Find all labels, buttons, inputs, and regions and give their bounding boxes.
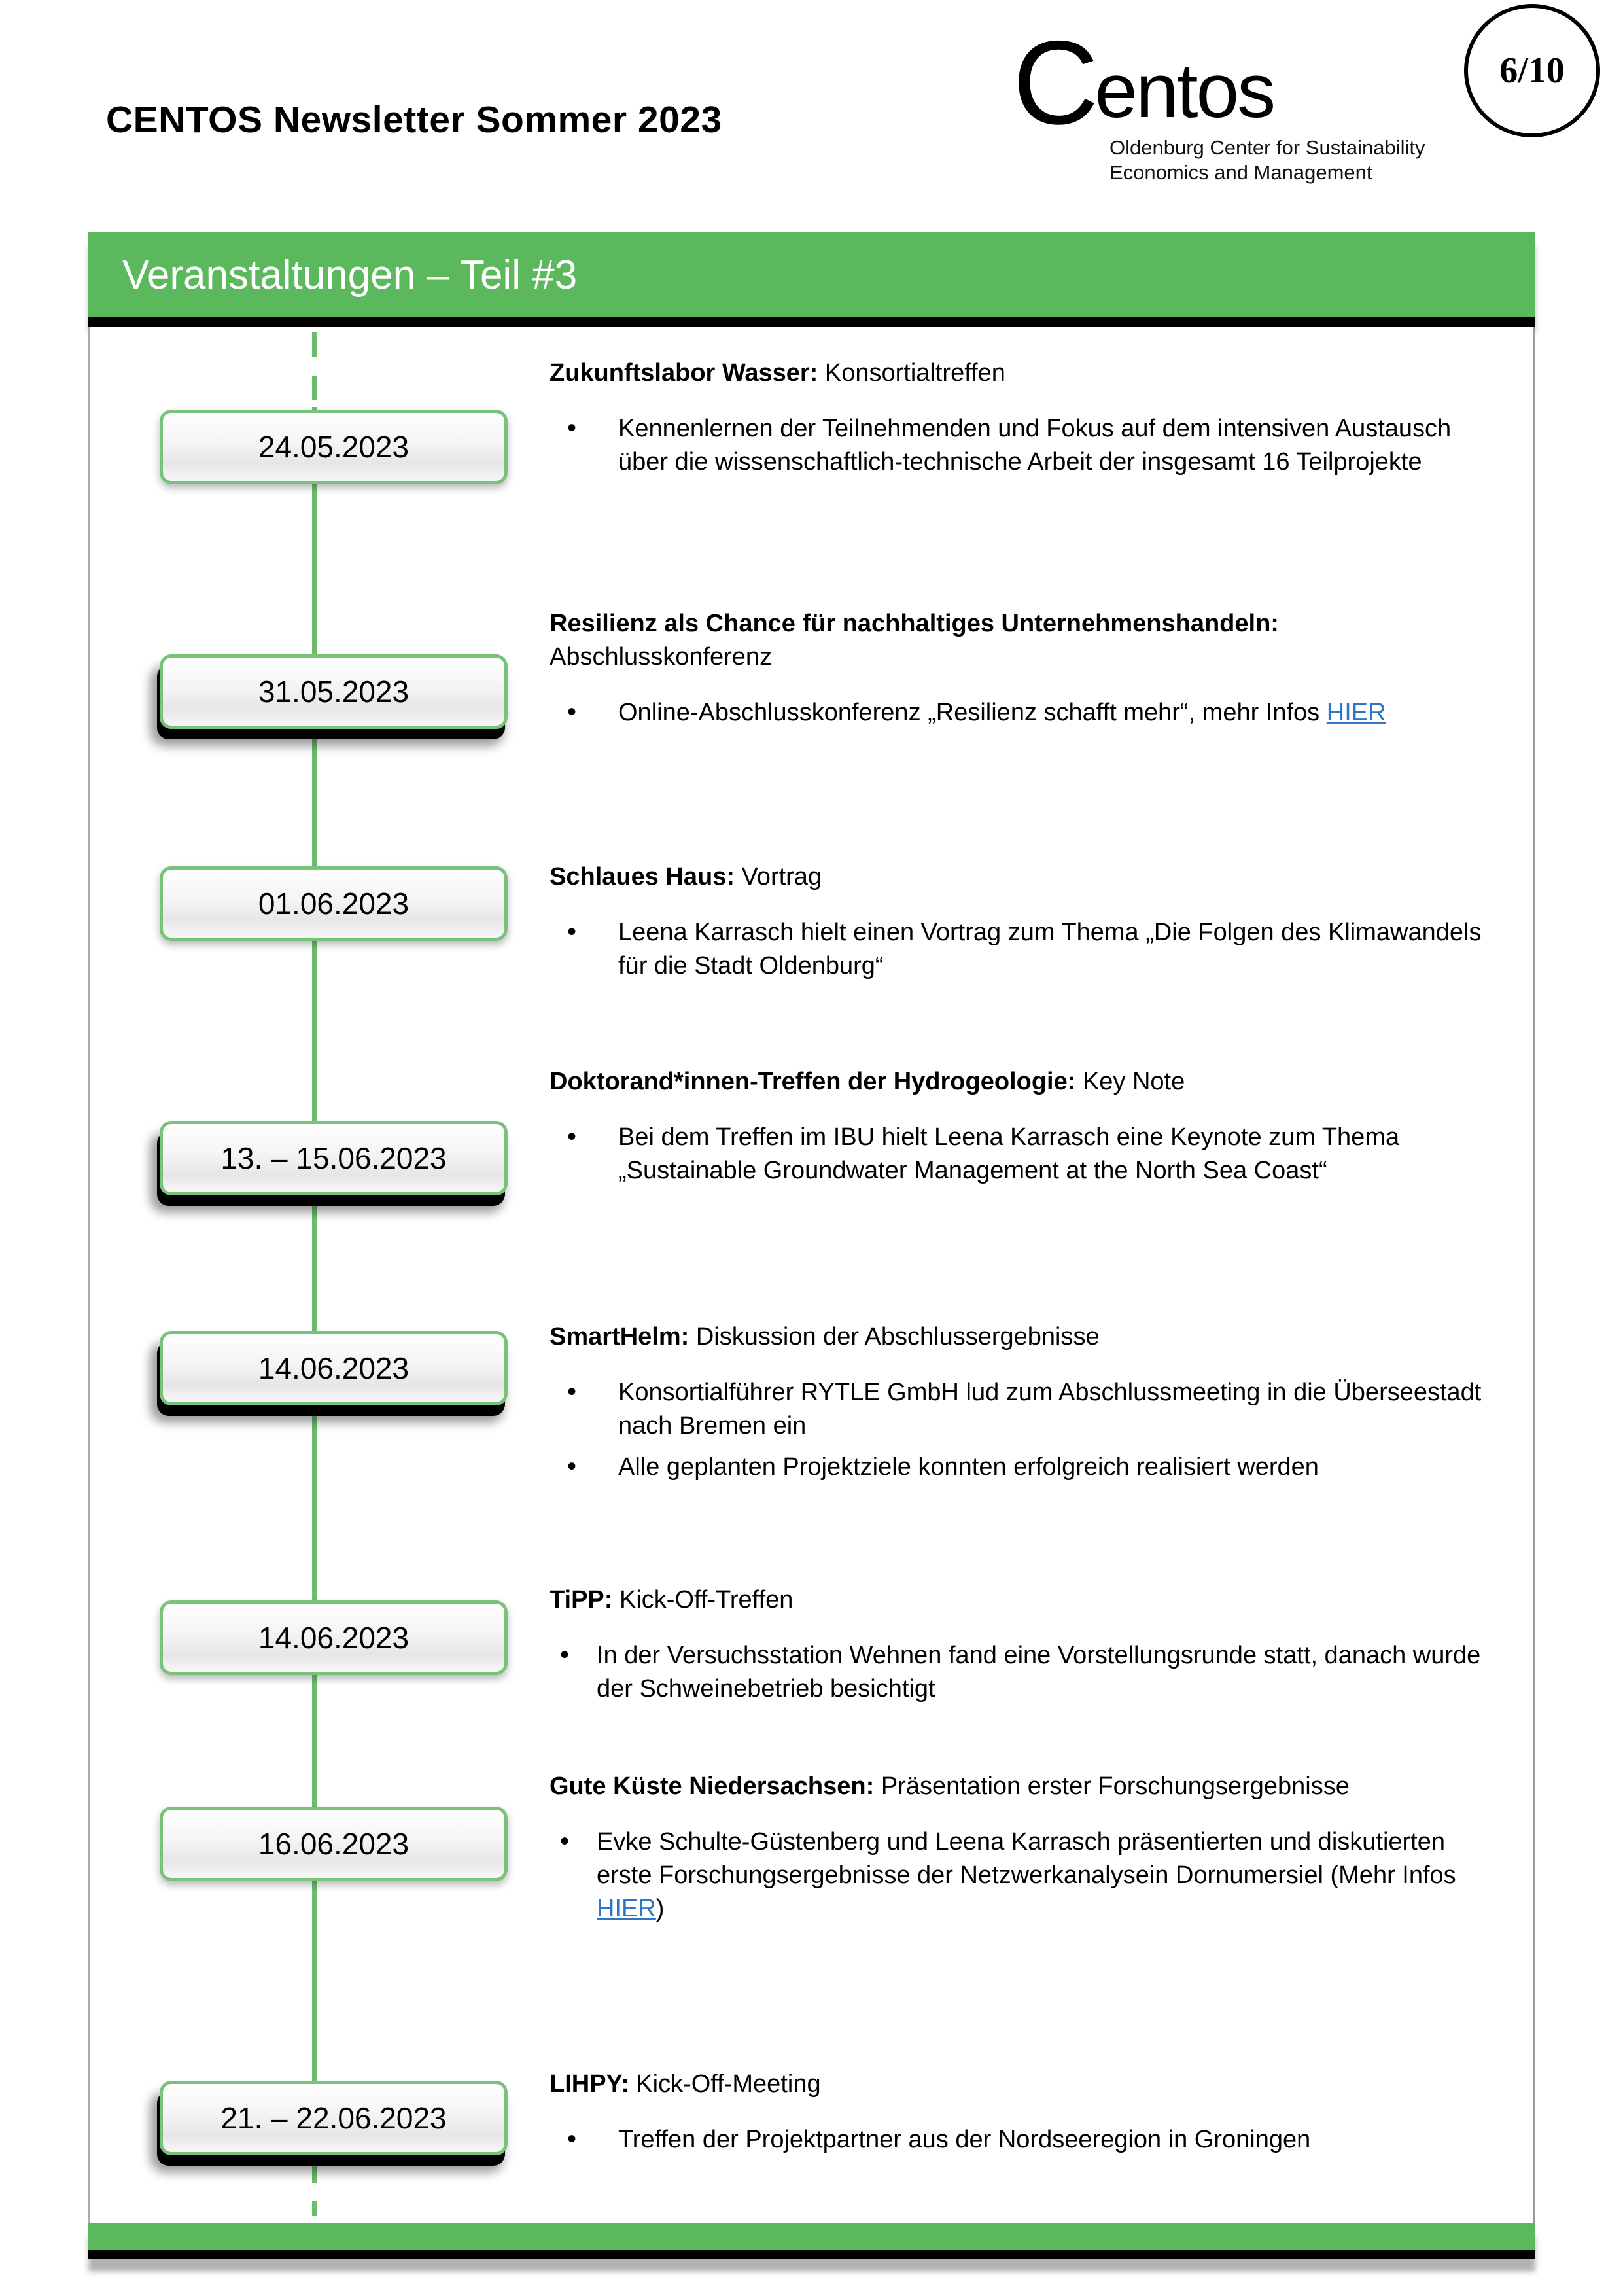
timeline-entry <box>550 1770 1505 1934</box>
timeline-entry <box>550 2068 1505 2164</box>
entry-heading-rest: Key Note <box>1075 1068 1185 1095</box>
bullet-item <box>618 696 1505 730</box>
bullet-text: Kennenlernen der Teilnehmenden und Fokus auf dem intensiven Austausch über die wissenschaftlich-technische Arbeit der insgesamt 16 Teilprojekte <box>618 414 1452 476</box>
logo-subtitle <box>1109 135 1536 185</box>
entry-bullets <box>550 696 1505 730</box>
bullet-text: In der Versuchsstation Wehnen fand eine Vorstellungsrunde statt, danach wurde der Schweinebetrieb besichtigt <box>597 1641 1481 1703</box>
logo-subtitle-line2: Economics and Management <box>1109 160 1372 184</box>
bullet-text: Online-Abschlusskonferenz „Resilienz schafft mehr“, mehr Infos <box>618 698 1327 726</box>
logo-subtitle-line1: Oldenburg Center for Sustainability <box>1109 135 1425 159</box>
timeline-entry <box>550 357 1505 487</box>
entry-heading-bold: TiPP: <box>550 1586 613 1614</box>
bullet-text: Bei dem Treffen im IBU hielt Leena Karrasch eine Keynote zum Thema „Sustainable Groundwater Management at the North Sea Coast“ <box>618 1123 1400 1184</box>
entry-heading-rest: Abschlusskonferenz <box>550 643 773 671</box>
entry-heading <box>550 357 1505 390</box>
entry-heading-rest: Kick-Off-Treffen <box>612 1586 794 1614</box>
bullet-text-after-link: ) <box>655 1894 665 1922</box>
centos-logo <box>1013 16 1536 185</box>
page-title: CENTOS Newsletter Sommer 2023 <box>106 99 722 141</box>
hier-link[interactable]: HIER <box>597 1894 656 1922</box>
entry-heading-bold: Gute Küste Niedersachsen: <box>550 1773 875 1800</box>
bullet-item <box>618 1121 1505 1188</box>
bullet-text: Alle geplanten Projektziele konnten erfolgreich realisiert werden <box>618 1453 1319 1481</box>
entry-bullets <box>550 2123 1505 2157</box>
entry-bullets <box>550 1826 1505 1926</box>
entry-heading <box>550 860 1505 894</box>
content-frame <box>88 232 1535 2259</box>
timeline-entry <box>550 1065 1505 1195</box>
bullet-text: Leena Karrasch hielt einen Vortrag zum Thema „Die Folgen des Klimawandels für die Stadt Oldenburg“ <box>618 918 1482 980</box>
entry-heading-bold: SmartHelm: <box>550 1323 689 1351</box>
bullet-item <box>618 2123 1505 2157</box>
entry-heading-rest: Diskussion der Abschlussergebnisse <box>689 1323 1100 1351</box>
date-box: 16.06.2023 <box>160 1807 508 1881</box>
entry-bullets <box>550 916 1505 983</box>
bullet-item <box>597 1826 1505 1926</box>
entry-bullets <box>550 1121 1505 1188</box>
bottom-green-bar <box>88 2223 1535 2259</box>
date-box: 14.06.2023 <box>160 1331 508 1405</box>
bullet-text: Treffen der Projektpartner aus der Nordseeregion in Groningen <box>618 2125 1311 2153</box>
date-box: 13. – 15.06.2023 <box>160 1121 508 1195</box>
entry-heading-rest: Kick-Off-Meeting <box>629 2070 821 2098</box>
entry-heading <box>550 607 1505 674</box>
timeline-dash-top <box>312 332 317 410</box>
entry-heading-rest: Vortrag <box>735 863 822 891</box>
entry-bullets <box>550 1376 1505 1484</box>
entry-bullets <box>550 412 1505 479</box>
bullet-text: Evke Schulte-Güstenberg und Leena Karrasch präsentierten und diskutierten erste Forschungsergebnisse der Netzwerkanalysein Dornumersiel (Mehr Infos <box>597 1828 1456 1889</box>
date-box: 21. – 22.06.2023 <box>160 2081 508 2155</box>
entry-heading-bold: Zukunftslabor Wasser: <box>550 359 818 387</box>
logo-wordmark-rest: entos <box>1094 48 1274 134</box>
entry-heading <box>550 1065 1505 1099</box>
entry-heading <box>550 2068 1505 2101</box>
entry-heading-bold: Schlaues Haus: <box>550 863 735 891</box>
entry-heading <box>550 1583 1505 1617</box>
hier-link[interactable]: HIER <box>1326 698 1386 726</box>
entry-heading-rest: Konsortialtreffen <box>818 359 1005 387</box>
entry-heading <box>550 1770 1505 1803</box>
date-box: 01.06.2023 <box>160 866 508 941</box>
timeline-entry <box>550 860 1505 991</box>
bullet-item <box>618 916 1505 983</box>
entry-bullets <box>550 1639 1505 1706</box>
bullet-item <box>618 412 1505 479</box>
entry-heading-bold: Doktorand*innen-Treffen der Hydrogeologie: <box>550 1068 1076 1095</box>
logo-c-glyph: C <box>1013 16 1095 149</box>
date-box: 14.06.2023 <box>160 1600 508 1675</box>
timeline-dash-bottom <box>312 2158 317 2216</box>
page-number-badge: 6/10 <box>1464 4 1600 137</box>
timeline-entry <box>550 1583 1505 1714</box>
bullet-text: Konsortialführer RYTLE GmbH lud zum Abschlussmeeting in die Überseestadt nach Bremen ein <box>618 1378 1482 1439</box>
entry-heading-bold: Resilienz als Chance für nachhaltiges Unternehmenshandeln: <box>550 610 1279 637</box>
entry-heading-bold: LIHPY: <box>550 2070 629 2098</box>
entry-heading <box>550 1320 1505 1354</box>
section-banner <box>88 232 1535 317</box>
date-box: 31.05.2023 <box>160 654 508 729</box>
date-box: 24.05.2023 <box>160 410 508 484</box>
bullet-item <box>597 1639 1505 1706</box>
section-banner-title: Veranstaltungen – Teil #3 <box>122 252 578 298</box>
timeline-entry <box>550 1320 1505 1492</box>
entry-heading-rest: Präsentation erster Forschungsergebnisse <box>874 1773 1350 1800</box>
bullet-item <box>618 1451 1505 1484</box>
bullet-item <box>618 1376 1505 1443</box>
timeline-entry <box>550 607 1505 737</box>
